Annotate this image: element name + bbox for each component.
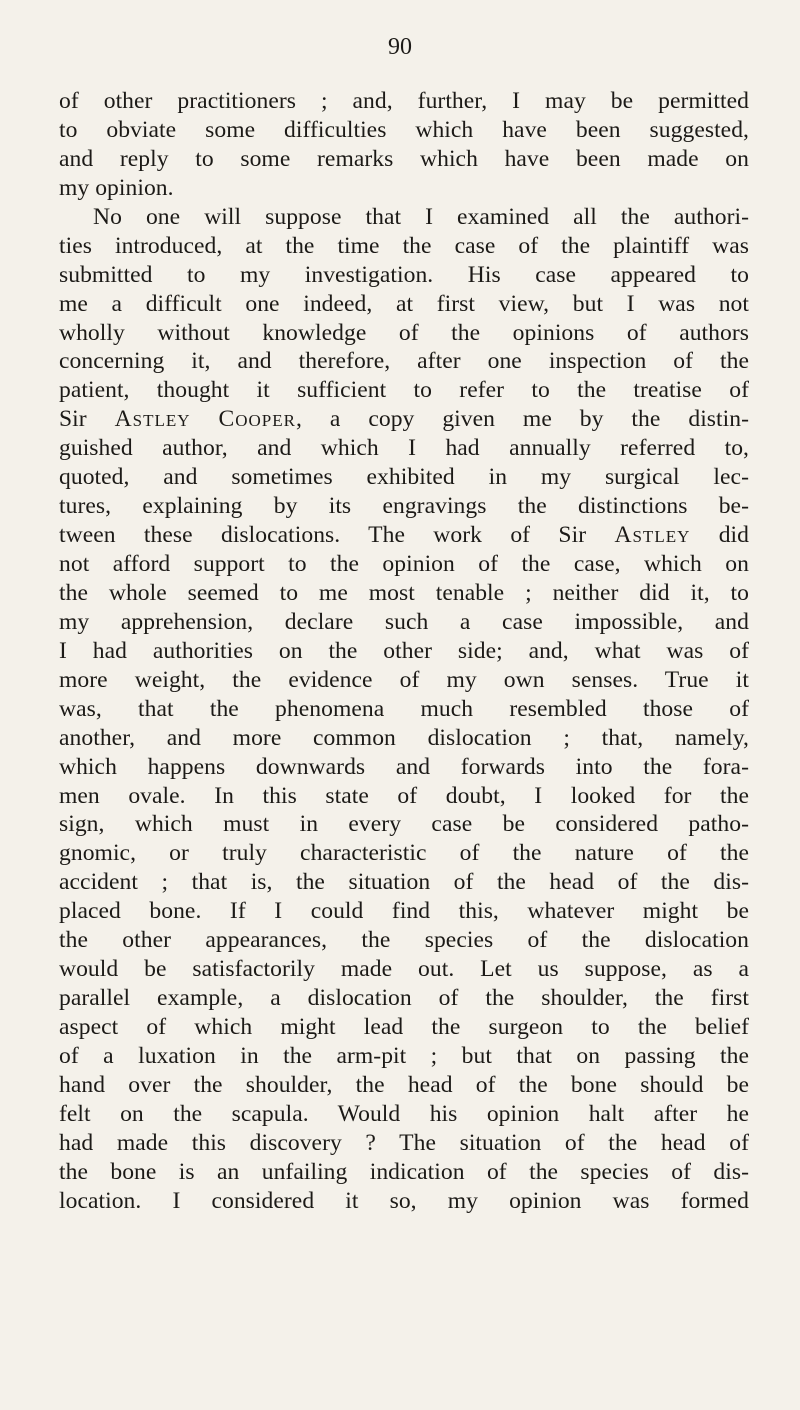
- text-line: my apprehension, declare such a case impossible, and: [59, 608, 749, 635]
- text-line: Sir Astley Cooper, a copy given me by the distin-: [59, 406, 749, 433]
- text-line: gnomic, or truly characteristic of the nature of the: [59, 840, 749, 867]
- text-line: submitted to my investigation. His case appeared to: [59, 261, 749, 288]
- text-line: another, and more common dislocation ; that, namely,: [59, 724, 749, 751]
- body-text: [59, 87, 749, 1216]
- text-line: patient, thought it sufficient to refer to the treatise of: [59, 377, 749, 404]
- text-line: hand over the shoulder, the head of the bone should be: [59, 1071, 749, 1098]
- text-line: placed bone. If I could find this, whatever might be: [59, 898, 749, 925]
- text-line: guished author, and which I had annually referred to,: [59, 435, 749, 462]
- text-line: the bone is an unfailing indication of the species of dis-: [59, 1158, 749, 1185]
- text-line: my opinion.: [59, 174, 174, 201]
- text-line: me a difficult one indeed, at first view, but I was not: [59, 290, 749, 317]
- text-line: the other appearances, the species of the dislocation: [59, 927, 749, 954]
- text-line: had made this discovery ? The situation of the head of: [59, 1129, 749, 1156]
- text-line: and reply to some remarks which have been made on: [59, 145, 749, 172]
- text-line: the whole seemed to me most tenable ; neither did it, to: [59, 579, 749, 606]
- text-line: sign, which must in every case be considered patho-: [59, 811, 749, 838]
- text-line: quoted, and sometimes exhibited in my surgical lec-: [59, 464, 749, 491]
- text-line: to obviate some difficulties which have been suggested,: [59, 116, 749, 143]
- text-line: more weight, the evidence of my own senses. True it: [59, 666, 749, 693]
- text-line: felt on the scapula. Would his opinion halt after he: [59, 1100, 749, 1127]
- text-line: tures, explaining by its engravings the distinctions be-: [59, 493, 749, 520]
- text-line: ties introduced, at the time the case of the plaintiff was: [59, 232, 749, 259]
- text-line: of a luxation in the arm-pit ; but that on passing the: [59, 1042, 749, 1069]
- text-line: men ovale. In this state of doubt, I looked for the: [59, 782, 749, 809]
- text-line: aspect of which might lead the surgeon to the belief: [59, 1014, 749, 1040]
- text-line: wholly without knowledge of the opinions of authors: [59, 319, 749, 346]
- text-line: parallel example, a dislocation of the shoulder, the first: [59, 985, 749, 1012]
- text-line: would be satisfactorily made out. Let us suppose, as a: [59, 956, 749, 983]
- text-line: accident ; that is, the situation of the head of the dis-: [59, 869, 749, 896]
- text-line: was, that the phenomena much resembled those of: [59, 695, 749, 722]
- text-line: location. I considered it so, my opinion was formed: [59, 1187, 749, 1214]
- page-number: 90: [388, 34, 412, 60]
- text-line: No one will suppose that I examined all the authori-: [93, 203, 749, 230]
- text-line: which happens downwards and forwards into the fora-: [59, 753, 749, 780]
- text-line: of other practitioners ; and, further, I may be permitted: [59, 88, 749, 114]
- text-line: not afford support to the opinion of the case, which on: [59, 551, 749, 577]
- text-line: tween these dislocations. The work of Sir Astley did: [59, 522, 750, 549]
- text-line: concerning it, and therefore, after one inspection of the: [59, 348, 749, 375]
- text-line: I had authorities on the other side; and, what was of: [59, 637, 749, 664]
